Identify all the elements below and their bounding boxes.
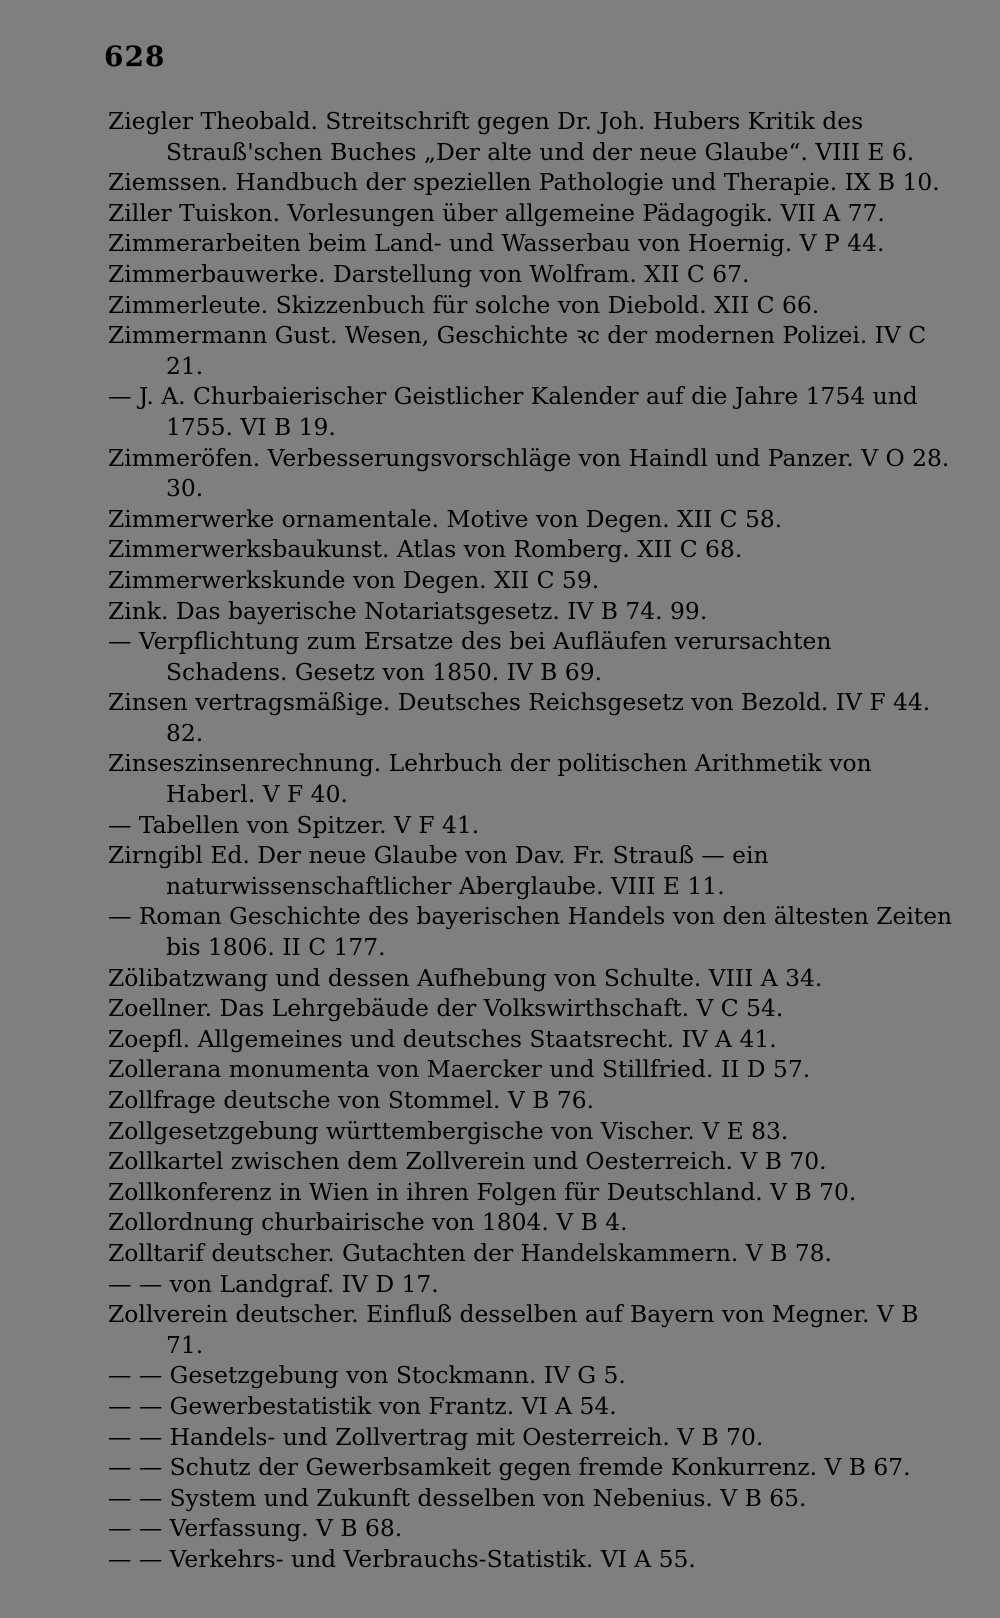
index-entry: — — Handels- und Zollvertrag mit Oesterreich. V B 70. [108, 1422, 764, 1451]
index-entry: — — Verkehrs- und Verbrauchs-Statistik. VI A 55. [108, 1544, 696, 1573]
index-entry: Zollkonferenz in Wien in ihren Folgen für Deutschland. V B 70. [108, 1177, 857, 1206]
index-entry: Zimmerleute. Skizzenbuch für solche von Diebold. XII C 66. [108, 290, 820, 319]
index-entry: Zollgesetzgebung württembergische von Vischer. V E 83. [108, 1116, 789, 1145]
page-number: 628 [104, 40, 166, 73]
index-entry: Zoepfl. Allgemeines und deutsches Staatsrecht. IV A 41. [108, 1024, 777, 1053]
index-entry: Zollkartel zwischen dem Zollverein und Oesterreich. V B 70. [108, 1147, 827, 1176]
index-entry: Zimmerwerkskunde von Degen. XII C 59. [108, 565, 600, 594]
index-entry: Zimmerarbeiten beim Land- und Wasserbau von Hoernig. V P 44. [108, 229, 885, 258]
index-entry: Zoellner. Das Lehrgebäude der Volkswirthschaft. V C 54. [108, 994, 784, 1023]
index-entry: Zinsen vertragsmäßige. Deutsches Reichsgesetz von Bezold. IV F 44. 82. [108, 688, 931, 747]
index-entry: — — Gesetzgebung von Stockmann. IV G 5. [108, 1361, 626, 1390]
index-entry: Ziller Tuiskon. Vorlesungen über allgemeine Pädagogik. VII A 77. [108, 198, 885, 227]
index-entry: Zollfrage deutsche von Stommel. V B 76. [108, 1086, 595, 1114]
index-entry: Zimmermann Gust. Wesen, Geschichte ꝛc der modernen Polizei. IV C 21. [108, 321, 927, 380]
index-entry: Zölibatzwang und dessen Aufhebung von Schulte. VIII A 34. [108, 963, 823, 992]
index-entry: — — Gewerbestatistik von Frantz. VI A 54. [108, 1391, 617, 1420]
index-entry: Zinseszinsenrechnung. Lehrbuch der politischen Arithmetik von Haberl. V F 40. [108, 749, 872, 809]
index-entry: Zimmerbauwerke. Darstellung von Wolfram. XII C 67. [108, 259, 750, 288]
index-entry-list [108, 106, 956, 1575]
index-entry: Zimmeröfen. Verbesserungsvorschläge von Haindl und Panzer. V O 28. 30. [108, 443, 950, 503]
index-entry: — Roman Geschichte des bayerischen Handels von den ältesten Zeiten bis 1806. II C 177. [108, 902, 953, 962]
index-entry: — — Schutz der Gewerbsamkeit gegen fremde Konkurrenz. V B 67. [108, 1453, 911, 1482]
index-entry: — — Verfassung. V B 68. [108, 1514, 403, 1543]
index-entry: — — von Landgraf. IV D 17. [108, 1269, 439, 1298]
index-entry: Zink. Das bayerische Notariatsgesetz. IV B 74. 99. [108, 596, 708, 625]
index-entry: Zimmerwerke ornamentale. Motive von Degen. XII C 58. [108, 504, 783, 533]
index-entry: Zollerana monumenta von Maercker und Stillfried. II D 57. [108, 1055, 811, 1084]
index-entry: — Tabellen von Spitzer. V F 41. [108, 810, 480, 839]
index-entry: — Verpflichtung zum Ersatze des bei Aufläufen verursachten Schadens. Gesetz von 1850. IV B 69. [108, 627, 832, 686]
index-entry: Zimmerwerksbaukunst. Atlas von Romberg. XII C 68. [108, 535, 743, 564]
index-entry: Zollverein deutscher. Einfluß desselben auf Bayern von Megner. V B 71. [108, 1300, 919, 1359]
index-entry: Zirngibl Ed. Der neue Glaube von Dav. Fr. Strauß — ein naturwissenschaftlicher Aberglaube. VIII E 11. [108, 841, 769, 900]
index-entry: Zolltarif deutscher. Gutachten der Handelskammern. V B 78. [108, 1238, 832, 1267]
index-entry: Ziemssen. Handbuch der speziellen Pathologie und Therapie. IX B 10. [108, 168, 940, 197]
index-entry: Zollordnung churbairische von 1804. V B 4. [108, 1208, 628, 1237]
index-entry: — — System und Zukunft desselben von Nebenius. V B 65. [108, 1483, 807, 1512]
index-entry: Ziegler Theobald. Streitschrift gegen Dr. Joh. Hubers Kritik des Strauß'schen Buches „Der alte und der neue Glaube“. VIII E 6. [108, 107, 915, 166]
index-entry: — J. A. Churbaierischer Geistlicher Kalender auf die Jahre 1754 und 1755. VI B 19. [108, 382, 918, 441]
